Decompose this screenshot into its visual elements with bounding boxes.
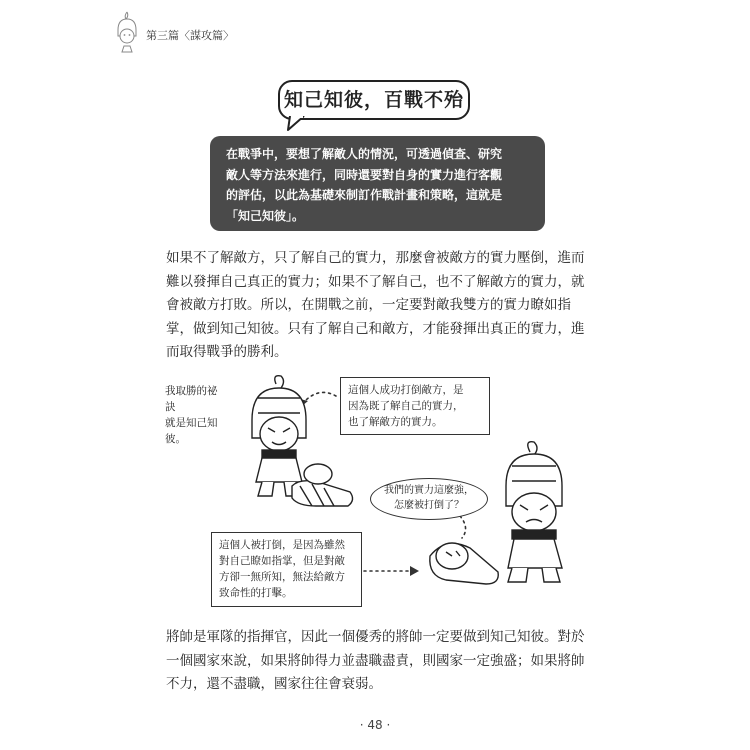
section-title: 知己知彼，百戰不殆 — [278, 80, 470, 120]
note-line: 也了解敵方的實力。 — [348, 416, 443, 428]
body-line: 會被敵方打敗。所以，在開戰之前，一定要對敵我雙方的實力瞭如指 — [166, 297, 571, 313]
dotted-connector — [460, 516, 466, 538]
body-paragraph-2 — [166, 626, 586, 697]
note-line: 我取勝的祕訣 — [165, 385, 218, 413]
arrow-head-icon — [410, 566, 419, 576]
summary-line: 「知己知彼」。 — [226, 208, 305, 223]
body-line: 如果不了解敵方，只了解自己的實力，那麼會被敵方的實力壓倒，進而 — [166, 250, 585, 266]
summary-line: 在戰爭中，要想了解敵人的情況，可透過偵查、研究 — [226, 147, 503, 161]
thought-line: 我們的實力這麼強， — [384, 485, 474, 496]
body-line: 而取得戰爭的勝利。 — [166, 344, 288, 360]
body-line: 將帥是軍隊的指揮官，因此一個優秀的將帥一定要做到知己知彼。對於 — [166, 629, 585, 645]
note-line: 致命性的打擊。 — [219, 587, 293, 599]
page-number: · 48 · — [359, 718, 391, 732]
thought-bubble — [370, 478, 488, 520]
body-line: 難以發揮自己真正的實力；如果不了解自己，也不了解敵方的實力，就 — [166, 273, 585, 290]
body-line: 掌，做到知己知彼。只有了解自己和敵方，才能發揮出真正的實力，進 — [166, 320, 585, 337]
note-line: 彼。 — [165, 433, 186, 445]
note-line: 這個人成功打倒敵方，是 — [348, 384, 464, 396]
winner-note-box — [340, 377, 490, 435]
chapter-label: 第三篇〈謀攻篇〉 — [146, 29, 234, 42]
summary-line: 的評估，以此為基礎來制訂作戰計畫和策略，這就是 — [226, 188, 503, 202]
note-line: 對自己瞭如指掌，但是對敵 — [219, 555, 345, 567]
body-line: 不力，還不盡職，國家往往會衰弱。 — [166, 676, 382, 692]
dotted-connector — [302, 392, 336, 404]
winning-warrior-figure — [252, 376, 353, 506]
note-line: 因為既了解自己的實力， — [348, 400, 464, 412]
thought-line: 怎麼被打倒了？ — [394, 500, 464, 511]
loser-note-box — [211, 532, 362, 607]
secret-note — [165, 383, 227, 447]
note-line: 就是知己知 — [165, 417, 218, 429]
summary-line: 敵人等方法來進行，同時還要對自身的實力進行客觀 — [226, 167, 503, 182]
note-line: 這個人被打倒，是因為雖然 — [219, 539, 345, 551]
body-line: 一個國家來說，如果將帥得力並盡職盡責，則國家一定強盛；如果將帥 — [166, 652, 585, 669]
note-line: 方卻一無所知，無法給敵方 — [219, 571, 345, 583]
